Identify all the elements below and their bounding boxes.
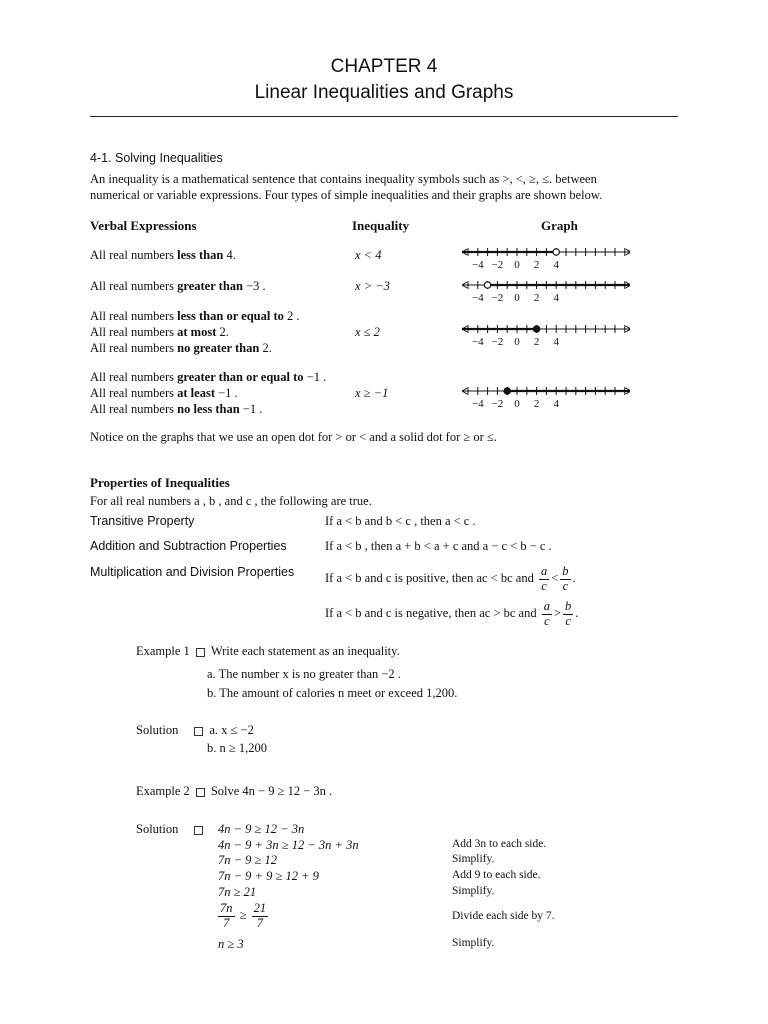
axis-tick-label: −2: [491, 259, 504, 271]
solution-a: a. x ≤ −2: [209, 723, 254, 737]
step-2-expr: 7n − 9 ≥ 12: [218, 853, 278, 867]
step-3-expr: 7n − 9 + 9 ≥ 12 + 9: [218, 869, 319, 883]
step-3-note: Add 9 to each side.: [452, 869, 541, 881]
example2-solution: [136, 822, 209, 837]
axis-tick-label: −2: [491, 292, 504, 304]
axis-tick-label: 4: [553, 336, 559, 348]
muldiv-rule-positive: If a < b and c is positive, then ac < bc and $\frac{a}{c}$ < $\frac{b}{c}$ .: [325, 564, 576, 593]
row1-inequality: x < 4: [355, 248, 382, 262]
row3-verbal-2: All real numbers at most 2.: [90, 325, 229, 339]
row3-verbal-1: All real numbers less than or equal to 2 .: [90, 309, 300, 323]
chapter-number: CHAPTER 4: [330, 56, 438, 77]
fraction-7n-over-7: $\frac{7n}{7}$: [220, 901, 233, 930]
example1-label: Example 1: [136, 644, 190, 658]
axis-tick-label: 0: [514, 259, 520, 271]
header-divider: [90, 116, 678, 117]
number-line-1: [460, 245, 625, 277]
row4-inequality: x ≥ −1: [355, 386, 389, 400]
row4-verbal-2: All real numbers at least −1 .: [90, 386, 238, 400]
step-2-note: Simplify.: [452, 853, 495, 865]
fraction-b-over-c-2: $\frac{b}{c}$: [565, 599, 572, 628]
number-line-svg: [460, 245, 630, 259]
axis-tick-label: −2: [491, 336, 504, 348]
open-dot: [484, 282, 490, 288]
fraction-a-over-c-2: $\frac{a}{c}$: [543, 599, 550, 628]
row4-verbal-3: All real numbers no less than −1 .: [90, 402, 263, 416]
graph-note: Notice on the graphs that we use an open dot for > or < and a solid dot for ≥ or ≤.: [90, 430, 497, 444]
open-dot: [553, 249, 559, 255]
muldiv-label: Multiplication and Division Properties: [90, 565, 295, 579]
row2-inequality: x > −3: [355, 279, 390, 293]
fraction-b-over-c: $\frac{b}{c}$: [562, 564, 569, 593]
example2-prompt: Solve 4n − 9 ≥ 12 − 3n .: [210, 784, 333, 798]
checkbox-icon: [196, 788, 205, 797]
axis-tick-label: −4: [471, 398, 484, 410]
section-title: 4-1. Solving Inequalities: [90, 151, 223, 165]
muldiv-rule-negative: If a < b and c is negative, then ac > bc and $\frac{a}{c}$ > $\frac{b}{c}$ .: [325, 599, 579, 628]
row2-verbal: All real numbers greater than −3 .: [90, 279, 266, 293]
number-line-svg: [460, 322, 630, 336]
fraction-21-over-7: $\frac{21}{7}$: [253, 901, 267, 930]
axis-tick-label: −4: [471, 259, 484, 271]
example1-prompt: Write each statement as an inequality.: [210, 644, 400, 658]
properties-intro: For all real numbers a , b , and c , the following are true.: [90, 494, 372, 508]
axis-tick-label: 2: [533, 292, 540, 304]
example1-a: a. The number x is no greater than −2 .: [207, 667, 401, 681]
example1-solution: [136, 723, 254, 738]
solid-dot: [504, 388, 510, 394]
solid-dot: [533, 326, 539, 332]
axis-tick-label: 2: [533, 398, 540, 410]
addsub-rule: If a < b , then a + b < a + c and a − c < b − c .: [325, 539, 552, 553]
checkbox-icon: [194, 826, 203, 835]
inequality-header: Inequality: [352, 218, 410, 233]
transitive-label: Transitive Property: [90, 514, 195, 528]
step-6-note: Simplify.: [452, 937, 495, 949]
addsub-label: Addition and Subtraction Properties: [90, 539, 287, 553]
axis-tick-label: 0: [514, 398, 520, 410]
number-line-svg: [460, 384, 630, 398]
checkbox-icon: [196, 648, 205, 657]
muldiv-rule-positive-text: If a < b and c is positive, then ac < bc and: [325, 571, 534, 586]
axis-tick-label: 0: [514, 336, 520, 348]
row3-inequality: x ≤ 2: [355, 325, 380, 339]
axis-tick-label: −4: [471, 292, 484, 304]
example2-label: Example 2: [136, 784, 190, 798]
number-line-svg: [460, 278, 630, 292]
row1-verbal: All real numbers less than 4.: [90, 248, 236, 262]
number-line-4: [460, 384, 625, 416]
solution-label-2: Solution: [136, 822, 179, 836]
solution-b: b. n ≥ 1,200: [207, 741, 267, 755]
axis-tick-label: −2: [491, 398, 504, 410]
step-5-note: Divide each side by 7.: [452, 910, 555, 922]
step-4-note: Simplify.: [452, 885, 495, 897]
axis-tick-label: 0: [514, 292, 520, 304]
step-0-expr: 4n − 9 ≥ 12 − 3n: [218, 822, 305, 836]
row4-verbal-1: All real numbers greater than or equal to −1 .: [90, 370, 327, 384]
graph-header: Graph: [541, 218, 578, 233]
chapter-title: Linear Inequalities and Graphs: [254, 82, 514, 103]
row3-verbal-3: All real numbers no greater than 2.: [90, 341, 272, 355]
muldiv-rule-negative-text: If a < b and c is negative, then ac > bc and: [325, 606, 537, 621]
axis-tick-label: 2: [533, 259, 540, 271]
axis-tick-label: −4: [471, 336, 484, 348]
fraction-a-over-c: $\frac{a}{c}$: [540, 564, 548, 593]
transitive-rule: If a < b and b < c , then a < c .: [325, 514, 476, 528]
properties-title: Properties of Inequalities: [90, 475, 230, 490]
step-1-note: Add 3n to each side.: [452, 838, 547, 850]
number-line-2: [460, 278, 625, 310]
step-6-expr: n ≥ 3: [218, 937, 244, 951]
step-1-expr: 4n − 9 + 3n ≥ 12 − 3n + 3n: [218, 838, 359, 852]
step-5-expr: $\frac{7n}{7}$ ≥ $\frac{21}{7}$: [220, 901, 267, 930]
axis-tick-label: 4: [553, 292, 559, 304]
example1-b: b. The amount of calories n meet or exceed 1,200.: [207, 686, 458, 700]
axis-tick-label: 4: [553, 398, 559, 410]
number-line-3: [460, 322, 625, 354]
axis-tick-label: 2: [533, 336, 540, 348]
step-4-expr: 7n ≥ 21: [218, 885, 257, 899]
solution-label-1: Solution: [136, 723, 179, 737]
checkbox-icon: [194, 727, 203, 736]
verbal-header: Verbal Expressions: [90, 218, 197, 233]
example2-line: [136, 784, 332, 799]
example1-line: [136, 644, 400, 659]
intro-line-1: An inequality is a mathematical sentence that contains inequality symbols such as >, <, ≥, ≤. between: [90, 172, 597, 186]
intro-line-2: numerical or variable expressions. Four types of simple inequalities and their graphs are shown below.: [90, 188, 603, 202]
axis-tick-label: 4: [553, 259, 559, 271]
